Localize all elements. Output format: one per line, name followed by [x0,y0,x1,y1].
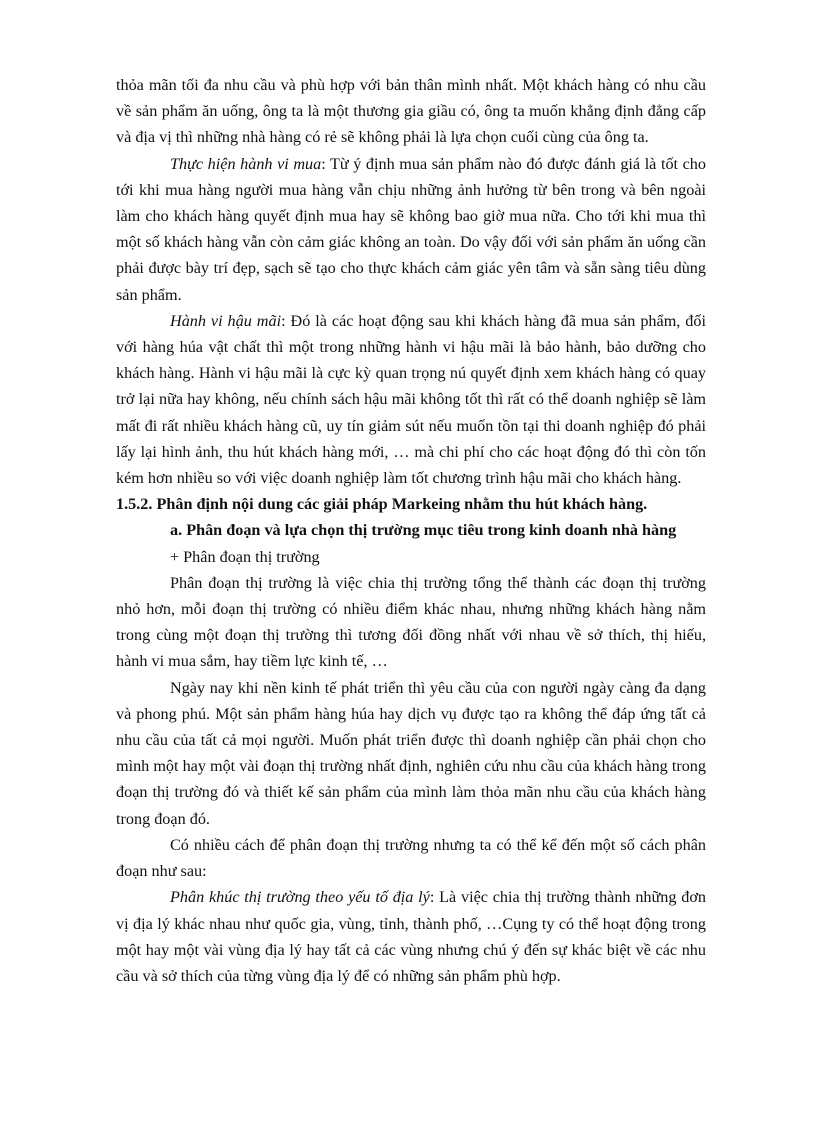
sub-heading: a. Phân đoạn và lựa chọn thị trường mục tiêu trong kinh doanh nhà hàng [170,521,677,540]
paragraph-geographic-segmentation [116,884,706,989]
paragraph-economy-development: Ngày nay khi nền kinh tế phát triển thì yêu cầu của con người ngày càng đa dạng và phong phú. Một sản phẩm hàng húa hay dịch vụ được tạo ra không thể đáp ứng tất cả nhu cầu của tất cả mọi người. Muốn phát triển được thì doanh nghiệp cần phải chọn cho mình một hay một vài đoạn thị trường nhất định, nghiên cứu nhu cầu của khách hàng trong đoạn thị trường đó và thiết kế sản phẩm của mình làm thỏa mãn nhu cầu của khách hàng trong đoạn đó. [116,678,706,828]
paragraph-segmentation-methods: Có nhiều cách để phân đoạn thị trường nhưng ta có thể kể đến một số cách phân đoạn như sau: [116,835,706,881]
term-geographic-segmentation: Phân khúc thị trường theo yếu tố địa lý [170,888,430,907]
section-heading: 1.5.2. Phân định nội dung các giải pháp Markeing nhằm thu hút khách hàng. [116,495,648,514]
text-after-sales: : Đó là các hoạt động sau khi khách hàng đã mua sản phẩm, đối với hàng húa vật chất thì một trong những hành vi hậu mãi là bảo hành, bảo dưỡng cho khách hàng. Hành vi hậu mãi là cực kỳ quan trọng nú quyết định xem khách hàng có quay trở lại nữa hay không, nếu chính sách hậu mãi không tốt thì rất có thể doanh nghiệp sẽ làm mất đi rất nhiều khách hàng cũ, uy tín giảm sút nếu muốn tồn tại thi doanh nghiệp đó phải lấy lại hình ảnh, thu hút khách hàng mới, … mà chi phí cho các hoạt động đó thì còn tốn kém hơn nhiều so với việc doanh nghiệp làm tốt chương trình hậu mãi cho khách hàng. [116,311,706,488]
bullet-market-segmentation: + Phân đoạn thị trường [170,547,320,566]
term-purchase-behavior: Thực hiện hành vi mua [170,154,322,173]
paragraph-1: thỏa mãn tối đa nhu cầu và phù hợp với bản thân mình nhất. Một khách hàng có nhu cầu về sản phẩm ăn uống, ông ta là một thương gia giầu có, ông ta muốn khẳng định đẳng cấp và địa vị thì những nhà hàng có rẻ sẽ không phải là lựa chọn cuối cùng của ông ta. [116,76,706,147]
paragraph-after-sales [116,308,706,491]
paragraph-segmentation-definition: Phân đoạn thị trường là việc chia thị trường tổng thể thành các đoạn thị trường nhỏ hơn, mỗi đoạn thị trường có nhiều điểm khác nhau, nhưng những khách hàng nằm trong cùng một đoạn thị trường thì tương đối đồng nhất với nhau về sở thích, thị hiếu, hành vi mua sắm, hay tiềm lực kinh tế, … [116,573,706,671]
paragraph-purchase-behavior [116,151,706,308]
text-purchase-behavior: : Từ ý định mua sản phẩm nào đó được đánh giá là tốt cho tới khi mua hàng người mua hàng vẫn chịu những ảnh hưởng từ bên trong và bên ngoài làm cho khách hàng quyết định mua hay sẽ không bao giờ mua nữa. Cho tới khi mua thì một số khách hàng vẫn còn cảm giác không an toàn. Do vậy đối với sản phẩm ăn uống cần phải được bày trí đẹp, sạch sẽ tạo cho thực khách cảm giác yên tâm và sẵn sàng tiêu dùng sản phẩm. [116,154,706,304]
term-after-sales: Hành vi hậu mãi [170,311,282,330]
text-geographic-segmentation: : Là việc chia thị trường thành những đơn vị địa lý khác nhau như quốc gia, vùng, tỉnh, thành phố, …Cụng ty có thể hoạt động trong một hay một vài vùng địa lý hay tất cả các vùng nhưng chú ý đến sự khác biệt về các nhu cầu và sở thích của từng vùng địa lý để có những sản phẩm phù hợp. [116,888,706,985]
